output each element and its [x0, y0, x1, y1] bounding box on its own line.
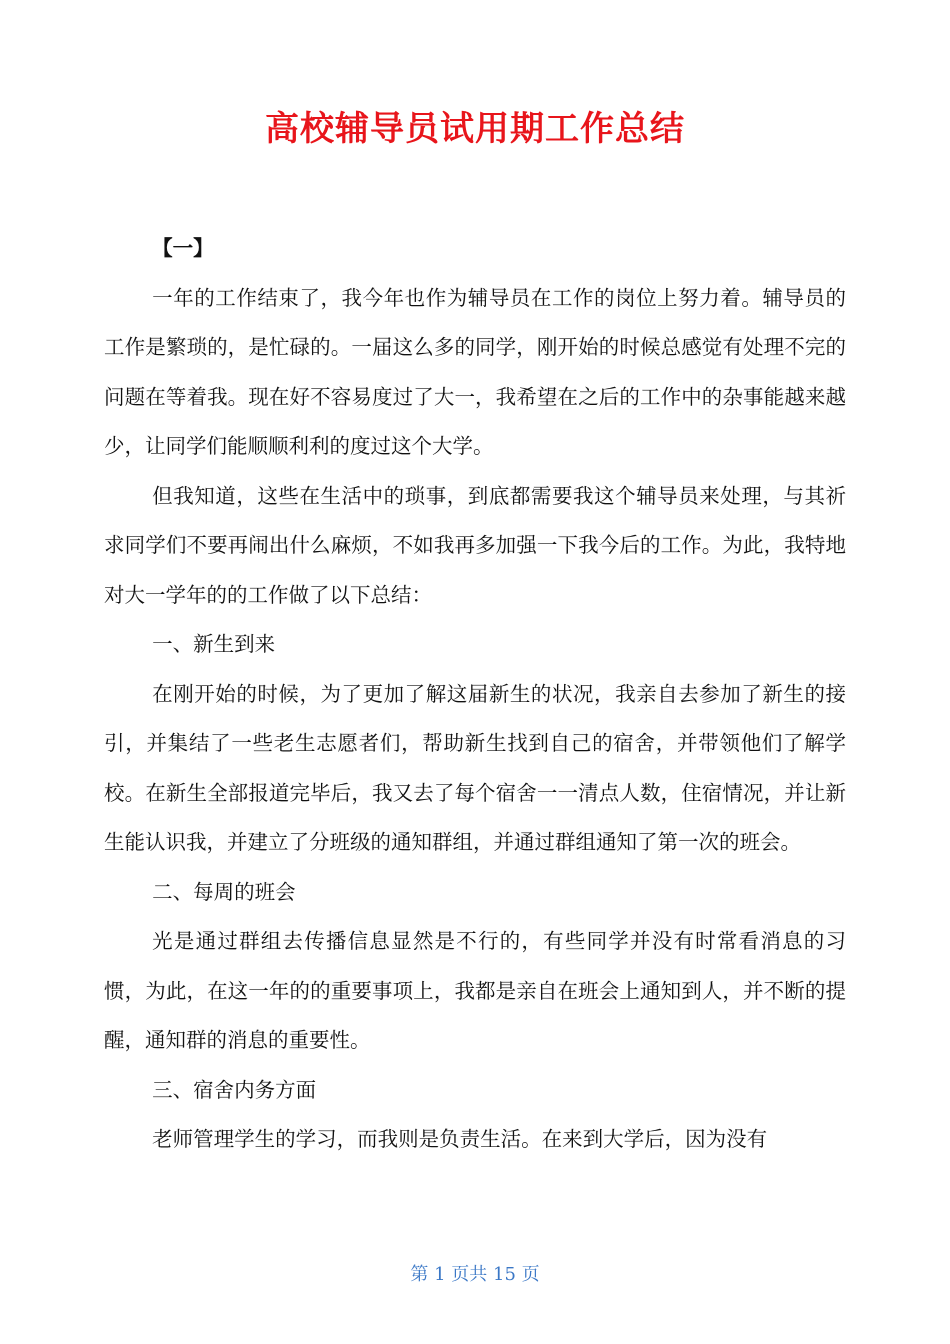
document-body [104, 224, 846, 1165]
page-indicator: 第 1 页共 15 页 [410, 1264, 540, 1285]
paragraph: 一年的工作结束了，我今年也作为辅导员在工作的岗位上努力着。辅导员的工作是繁琐的，是忙碌的。一届这么多的同学，刚开始的时候总感觉有处理不完的问题在等着我。现在好不容易度过了大一，我希望在之后的工作中的杂事能越来越少，让同学们能顺顺利利的度过这个大学。 [104, 285, 846, 458]
subheading: 三、宿舍内务方面 [152, 1077, 317, 1102]
paragraph: 在刚开始的时候，为了更加了解这届新生的状况，我亲自去参加了新生的接引，并集结了一些老生志愿者们，帮助新生找到自己的宿舍，并带领他们了解学校。在新生全部报道完毕后，我又去了每个宿舍一一清点人数，住宿情况，并让新生能认识我，并建立了分班级的通知群组，并通过群组通知了第一次的班会。 [104, 681, 846, 854]
document-title: 高校辅导员试用期工作总结 [265, 109, 685, 149]
paragraph: 但我知道，这些在生活中的琐事，到底都需要我这个辅导员来处理，与其祈求同学们不要再闹出什么麻烦，不如我再多加强一下我今后的工作。为此，我特地对大一学年的的工作做了以下总结： [104, 483, 846, 607]
paragraph: 光是通过群组去传播信息显然是不行的，有些同学并没有时常看消息的习惯，为此，在这一年的的重要事项上，我都是亲自在班会上通知到人，并不断的提醒，通知群的消息的重要性。 [104, 929, 846, 1052]
subheading: 一、新生到来 [152, 632, 276, 656]
subheading: 二、每周的班会 [152, 879, 296, 904]
paragraph: 老师管理学生的学习，而我则是负责生活。在来到大学后，因为没有 [152, 1127, 768, 1151]
section-label: 【一】 [152, 236, 214, 260]
